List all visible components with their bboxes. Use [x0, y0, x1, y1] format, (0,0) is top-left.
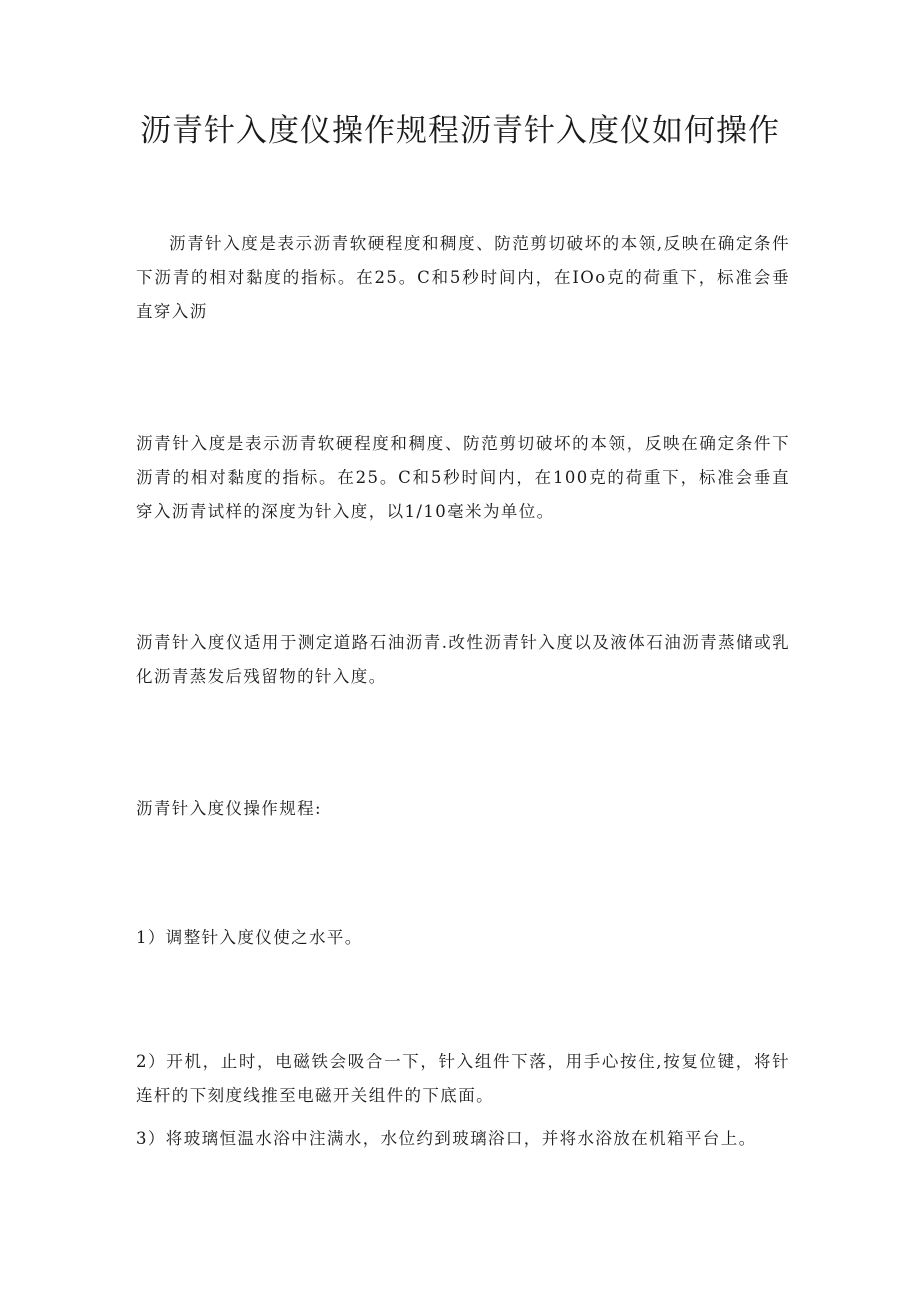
document-title: 沥青针入度仪操作规程沥青针入度仪如何操作: [140, 113, 780, 149]
procedure-step-1: 1）调整针入度仪使之水平。: [136, 928, 363, 947]
application-paragraph: 沥青针入度仪适用于测定道路石油沥青.改性沥青针入度以及液体石油沥青蒸储或乳化沥青蒸发后残留物的针入度。: [136, 633, 790, 686]
procedure-step-3: 3）将玻璃恒温水浴中注满水，水位约到玻璃浴口，并将水浴放在机箱平台上。: [136, 1129, 757, 1148]
intro-paragraph: 沥青针入度是表示沥青软硬程度和稠度、防范剪切破坏的本领,反映在确定条件下沥青的相对黏度的指标。在25。C和5秒时间内，在IOo克的荷重下，标准会垂直穿入沥: [136, 234, 790, 321]
procedure-heading: 沥青针入度仪操作规程:: [136, 799, 322, 818]
procedure-step-2: 2）开机，止时，电磁铁会吸合一下，针入组件下落，用手心按住,按复位键，将针连杆的下刻度线推至电磁开关组件的下底面。: [136, 1052, 790, 1105]
definition-paragraph: 沥青针入度是表示沥青软硬程度和稠度、防范剪切破坏的本领，反映在确定条件下沥青的相对黏度的指标。在25。C和5秒时间内，在100克的荷重下，标准会垂直穿入沥青试样的深度为针入度，以1/10毫米为单位。: [136, 434, 790, 521]
